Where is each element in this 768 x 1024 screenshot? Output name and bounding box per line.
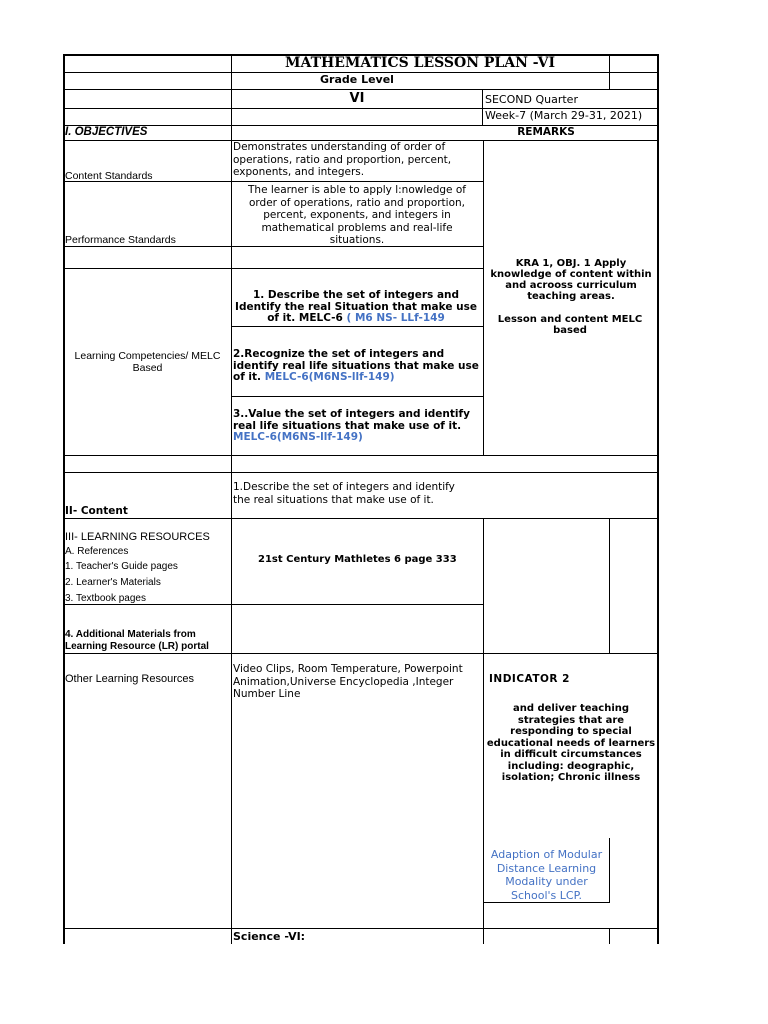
science-label: Science -VI: [233,930,306,943]
competency-1 [233,290,479,325]
competency-1-text: 1. Describe the set of integers and Identify the real Situation that make use of it. MELC-6 [235,289,477,324]
quarter-label: SECOND Quarter [485,93,578,106]
content-label: II- Content [65,505,128,517]
remarks-kra: KRA 1, OBJ. 1 Apply knowledge of content within and acrooss curriculum teaching areas. [490,258,652,302]
teachers-guide-label: 1. Teacher's Guide pages [65,561,178,572]
grade-level-label: Grade Level [320,73,394,86]
competency-3-code: MELC-6(M6NS-llf-149) [233,431,363,443]
competency-2-code: MELC-6(M6NS-llf-149) [264,371,395,383]
competency-1-code: ( M6 NS- LLf-149 [346,312,445,324]
adaption-text: Adaption of Modular Distance Learning Modality under School's LCP. [490,848,603,902]
references-label: A. References [65,546,129,557]
content-standards-text: Demonstrates understanding of order of operations, ratio and proportion, percent, exponents, and integers. [233,141,452,178]
competency-2 [233,349,479,384]
content-text: 1.Describe the set of integers and identify the real situations that make use of it. [233,481,455,506]
other-resources-value: Video Clips, Room Temperature, Powerpoint Animation,Universe Encyclopedia ,Integer Number Line [233,663,463,700]
learners-materials-label: 2. Learner's Materials [65,577,161,588]
objectives-heading: I. OBJECTIVES [65,126,148,138]
performance-standards-label: Performance Standards [65,234,176,246]
competency-3-text: 3..Value the set of integers and identify real life situations that make use of it. [233,408,470,432]
competency-3 [233,409,479,444]
performance-standards-text: The learner is able to apply l:nowledge of order of operations, ratio and proportion, percent, exponents, and integers in mathematical problems and real-life situations. [248,184,466,246]
week-label: Week-7 (March 29-31, 2021) [485,109,643,122]
textbook-label: 3. Textbook pages [65,593,146,604]
content-standards-label: Content Standards [65,170,153,182]
competency-2-text: 2.Recognize the set of integers and identify real life situations that make use of it. [233,348,479,383]
grade-value: VI [349,91,365,106]
lesson-plan-title: MATHEMATICS LESSON PLAN -VI [285,55,555,71]
resources-heading: III- LEARNING RESOURCES [65,531,210,543]
learning-competencies-label: Learning Competencies/ MELC Based [74,350,221,374]
indicator-text: and deliver teaching strategies that are responding to special educational needs of learners in difficult circumstances including: deographic, isolation; Chronic illness [486,703,656,783]
remarks-lesson: Lesson and content MELC based [497,314,643,336]
indicator-heading: INDICATOR 2 [489,673,570,685]
textbook-value: 21st Century Mathletes 6 page 333 [258,554,457,565]
remarks-heading: REMARKS [517,126,575,138]
additional-materials-label: 4. Additional Materials from Learning Resource (LR) portal [65,629,209,652]
other-resources-label: Other Learning Resources [65,673,195,685]
